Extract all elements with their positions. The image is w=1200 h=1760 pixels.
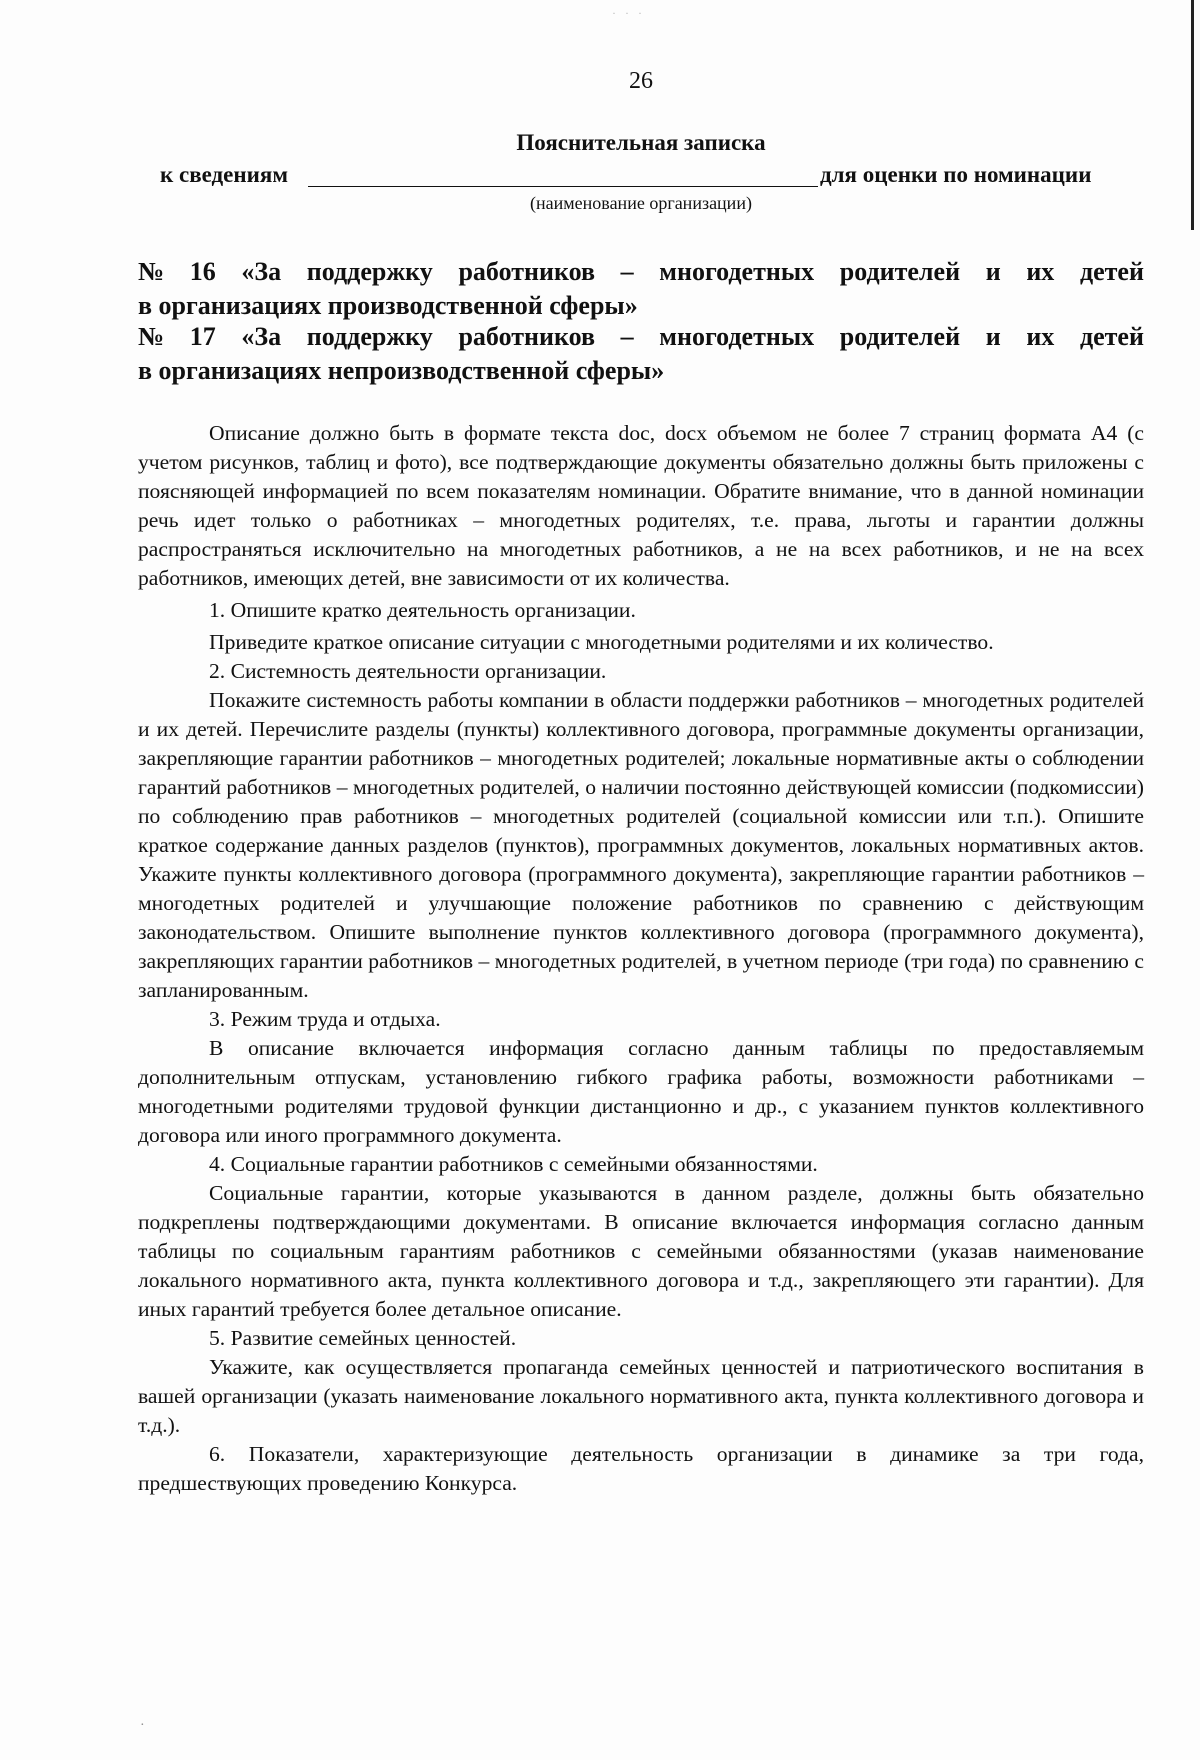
section-heading-3: 3. Режим труда и отдыха. (209, 1007, 441, 1031)
nomination-word: № (138, 322, 165, 351)
nomination-word: – (620, 257, 634, 286)
subtitle-left: к сведениям (160, 162, 288, 187)
nomination-word: и (985, 257, 1001, 286)
nomination-second-line: в организациях непроизводственной сферы» (138, 356, 665, 385)
page-number: 26 (629, 68, 653, 94)
organization-name-blank-line (308, 186, 818, 187)
section-heading-1: 1. Опишите кратко деятельность организации. (209, 598, 636, 622)
section-heading-6: 6. Показатели, характеризующие деятельность организации в динамике за три года, предшествующих проведению Конкурса. (138, 1442, 1144, 1495)
nomination-16 (138, 255, 1144, 323)
section-heading-5: 5. Развитие семейных ценностей. (209, 1326, 517, 1350)
section-paragraph: Приведите краткое описание ситуации с многодетными родителями и их количество. (209, 630, 994, 654)
nomination-word: «За (241, 322, 282, 351)
subtitle-row (160, 162, 1145, 192)
nomination-word: родителей (839, 322, 961, 351)
page-title: Пояснительная записка (516, 130, 766, 155)
section-paragraph: Укажите, как осуществляется пропаганда семейных ценностей и патриотического воспитания в вашей организации (указать наименование локального нормативного акта, пункта коллективного договора и т.д.). (138, 1355, 1144, 1437)
scan-artifact: · · · (612, 6, 645, 20)
nomination-word: и (985, 322, 1001, 351)
nomination-word: детей (1079, 322, 1144, 351)
nomination-17 (138, 320, 1144, 388)
section-paragraph: Социальные гарантии, которые указываются в данном разделе, должны быть обязательно подкреплены подтверждающими документами. В описание включается информация согласно данным таблицы по социальным гарантиям работников с семейными обязанностями (указав наименование локального нормативного акта, пункта коллективного договора и т.д., закрепляющего эти гарантии). Для иных гарантий требуется более детальное описание. (138, 1181, 1144, 1321)
organization-caption: (наименование организации) (530, 193, 752, 213)
nomination-first-line (138, 255, 1144, 289)
intro-paragraph: Описание должно быть в формате текста doc, docx объемом не более 7 страниц формата А4 (с учетом рисунков, таблиц и фото), все подтверждающие документы обязательно должны быть приложены с поясняющей информацией по всем показателям номинации. Обратите внимание, что в данной номинации речь идет только о работниках – многодетных родителях, т.е. права, льготы и гарантии должны распространяться исключительно на многодетных работников, а не на всех работников, и не на всех работников, имеющих детей, вне зависимости от их количества. (138, 421, 1144, 590)
nomination-word: «За (241, 257, 282, 286)
document-body (138, 419, 1144, 1498)
nomination-word: поддержку (306, 322, 433, 351)
nomination-word: детей (1079, 257, 1144, 286)
section-heading-4: 4. Социальные гарантии работников с семейными обязанностями. (209, 1152, 818, 1176)
nomination-word: родителей (839, 257, 961, 286)
nomination-first-line (138, 320, 1144, 354)
section-paragraph: Покажите системность работы компании в области поддержки работников – многодетных родителей и их детей. Перечислите разделы (пункты) коллективного договора, программные документы организации, закрепляющие гарантии работников – многодетных родителей; локальные нормативные акты о соблюдении гарантий работников – многодетных родителей, о наличии постоянно действующей комиссии (подкомиссии) по соблюдению прав работников – многодетных родителей (социальной комиссии или т.п.). Опишите краткое содержание данных разделов (пунктов), программных документов, локальных нормативных актов. Укажите пункты коллективного договора (программного документа), закрепляющие гарантии работников – многодетных родителей и улучшающие положение работников по сравнению с действующим законодательством. Опишите выполнение пунктов коллективного договора (программного документа), закрепляющих гарантии работников – многодетных родителей, в учетном периоде (три года) по сравнению с запланированным. (138, 688, 1144, 1002)
section-heading-2: 2. Системность деятельности организации. (209, 659, 607, 683)
nomination-word: их (1026, 257, 1055, 286)
nomination-word: – (620, 322, 634, 351)
nomination-word: 16 (189, 257, 216, 286)
nomination-word: 17 (189, 322, 216, 351)
nomination-word: поддержку (306, 257, 433, 286)
scan-artifact: · (140, 1718, 145, 1733)
nomination-word: многодетных (659, 257, 815, 286)
nomination-word: работников (458, 257, 595, 286)
nomination-second-line: в организациях производственной сферы» (138, 291, 638, 320)
nomination-word: работников (458, 322, 595, 351)
subtitle-right: для оценки по номинации (820, 162, 1092, 187)
nomination-word: № (138, 257, 165, 286)
section-paragraph: В описание включается информация согласно данным таблицы по предоставляемым дополнительным отпускам, установлению гибкого графика работы, возможности работниками – многодетными родителями трудовой функции дистанционно и др., с указанием пунктов коллективного договора или иного программного документа. (138, 1036, 1144, 1147)
nomination-word: многодетных (659, 322, 815, 351)
nomination-word: их (1026, 322, 1055, 351)
